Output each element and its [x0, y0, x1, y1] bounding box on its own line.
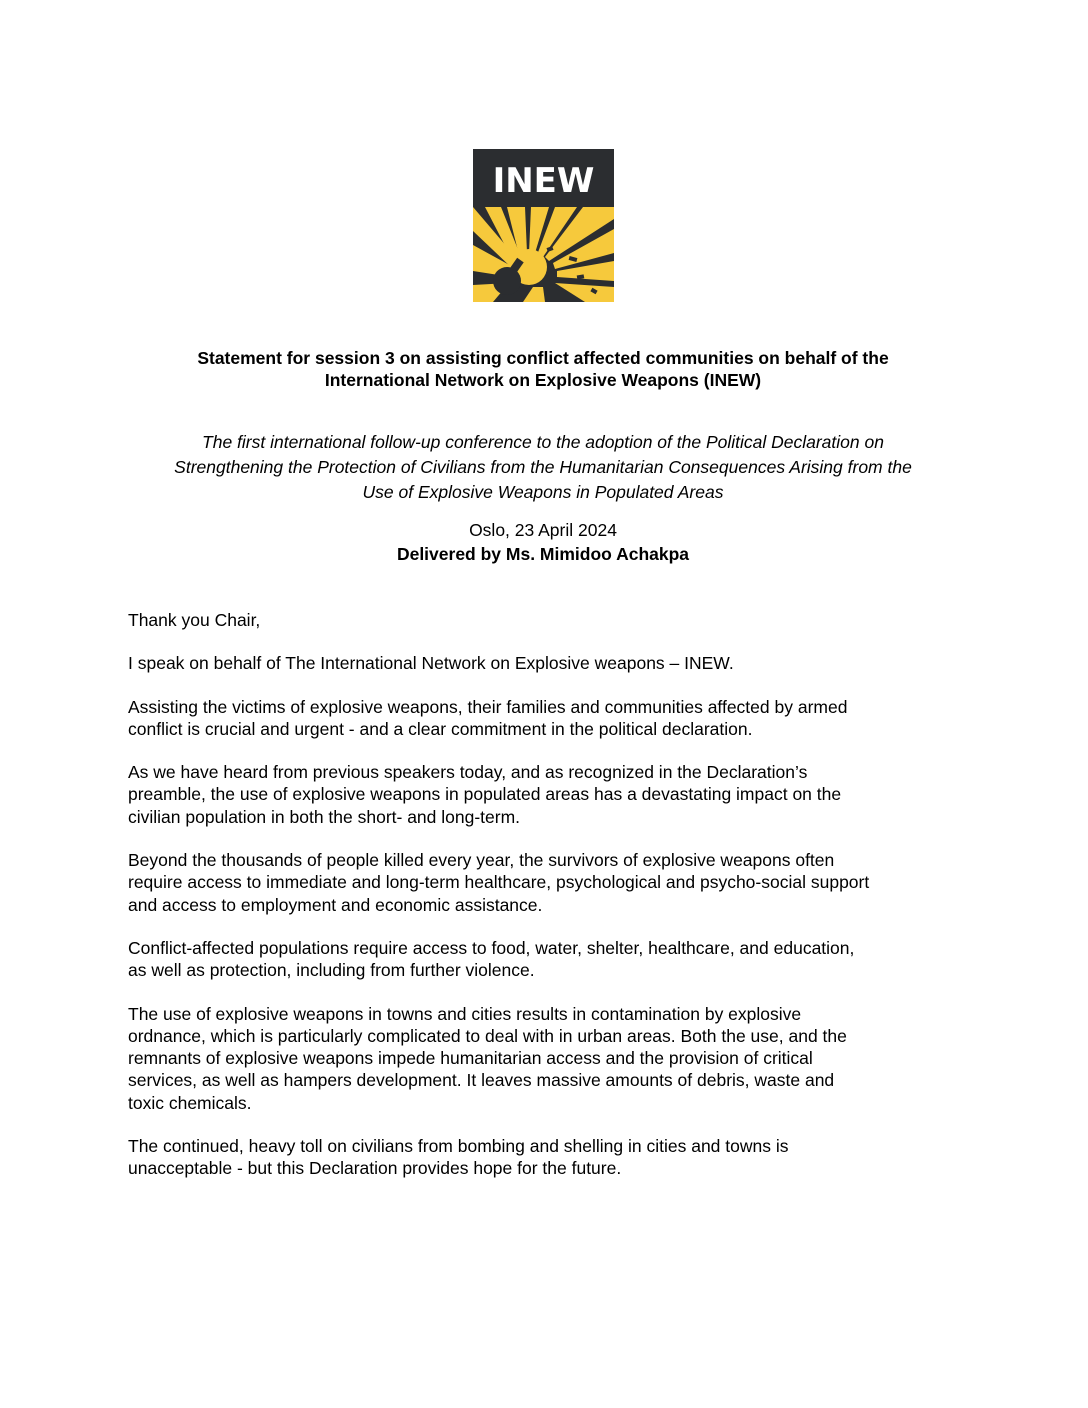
paragraph	[128, 696, 968, 741]
paragraph	[128, 761, 968, 828]
paragraph-line: and access to employment and economic assistance.	[128, 894, 543, 915]
place-date: Oslo, 23 April 2024	[469, 520, 617, 540]
paragraph-line: Assisting the victims of explosive weapons, their families and communities affected by armed	[128, 696, 848, 717]
paragraph	[128, 652, 968, 674]
conference-subtitle	[100, 430, 986, 505]
paragraph	[128, 1135, 968, 1180]
paragraph	[128, 849, 968, 916]
paragraph-line: require access to immediate and long-term healthcare, psychological and psycho-social support	[128, 872, 870, 893]
paragraph-line: unacceptable - but this Declaration provides hope for the future.	[128, 1158, 622, 1179]
paragraph-line: preamble, the use of explosive weapons in populated areas has a devastating impact on the	[128, 784, 842, 805]
paragraph	[128, 609, 968, 631]
paragraph-line: ordnance, which is particularly complicated to deal with in urban areas. Both the use, and the	[128, 1025, 847, 1046]
paragraph	[128, 1003, 968, 1114]
paragraph-line: The continued, heavy toll on civilians from bombing and shelling in cities and towns is	[128, 1136, 789, 1157]
paragraph-line: Beyond the thousands of people killed every year, the survivors of explosive weapons often	[128, 850, 835, 871]
paragraph-line: civilian population in both the short- and long-term.	[128, 806, 521, 827]
title-line: Statement for session 3 on assisting conflict affected communities on behalf of the	[197, 348, 889, 368]
subtitle-line: The first international follow-up conference to the adoption of the Political Declaration on	[202, 432, 884, 452]
title-line: International Network on Explosive Weapons (INEW)	[324, 370, 762, 390]
paragraph-line: As we have heard from previous speakers today, and as recognized in the Declaration’s	[128, 762, 808, 783]
paragraph-line: toxic chemicals.	[128, 1092, 252, 1113]
paragraph-line: The use of explosive weapons in towns and cities results in contamination by explosive	[128, 1003, 802, 1024]
paragraph-line: remnants of explosive weapons impede humanitarian access and the provision of critical	[128, 1048, 813, 1069]
inew-logo	[473, 149, 614, 302]
logo-text: INEW	[492, 161, 595, 201]
subtitle-line: Strengthening the Protection of Civilians from the Humanitarian Consequences Arising from the	[174, 457, 912, 477]
paragraph-line: services, as well as hampers development. It leaves massive amounts of debris, waste and	[128, 1070, 835, 1091]
paragraph-line: as well as protection, including from further violence.	[128, 960, 535, 981]
delivered-by: Delivered by Ms. Mimidoo Achakpa	[396, 544, 690, 564]
paragraph-line: conflict is crucial and urgent - and a clear commitment in the political declaration.	[128, 718, 753, 739]
statement-title	[100, 347, 986, 391]
statement-body	[128, 609, 968, 1201]
paragraph-line: I speak on behalf of The International Network on Explosive weapons – INEW.	[128, 653, 734, 674]
paragraph-line: Conflict-affected populations require access to food, water, shelter, healthcare, and education,	[128, 937, 855, 958]
paragraph-line: Thank you Chair,	[128, 610, 261, 630]
paragraph	[128, 937, 968, 982]
subtitle-line: Use of Explosive Weapons in Populated Areas	[362, 482, 724, 502]
